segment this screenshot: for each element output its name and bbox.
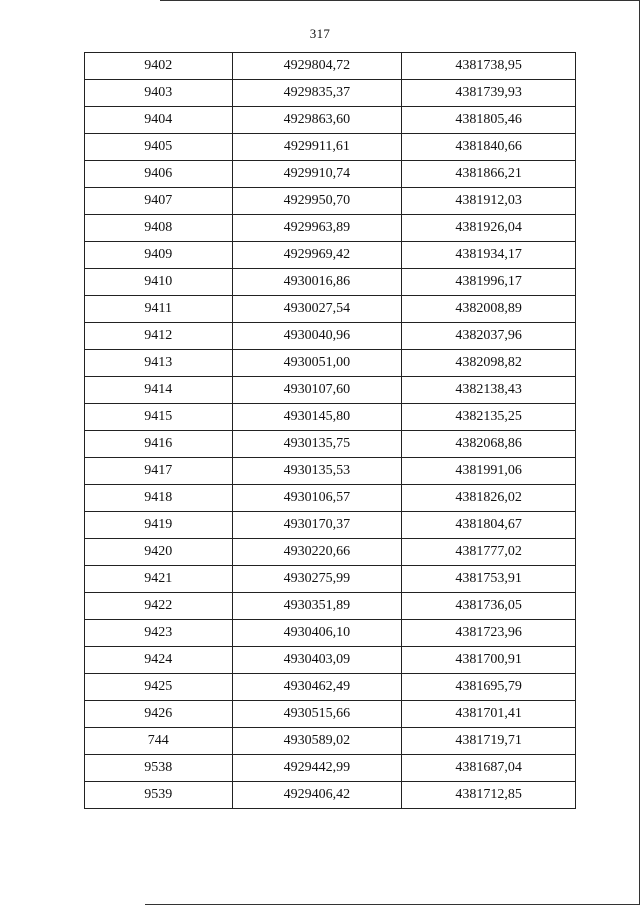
table-row bbox=[85, 782, 576, 809]
x-coordinate-cell: 4930135,53 bbox=[232, 458, 402, 485]
point-number-cell: 9412 bbox=[85, 323, 233, 350]
x-coordinate-cell: 4930515,66 bbox=[232, 701, 402, 728]
table-row bbox=[85, 755, 576, 782]
point-number-cell: 9414 bbox=[85, 377, 233, 404]
table-row bbox=[85, 539, 576, 566]
y-coordinate-cell: 4381777,02 bbox=[402, 539, 576, 566]
point-number-cell: 9416 bbox=[85, 431, 233, 458]
x-coordinate-cell: 4930027,54 bbox=[232, 296, 402, 323]
point-number-cell: 9420 bbox=[85, 539, 233, 566]
x-coordinate-cell: 4930462,49 bbox=[232, 674, 402, 701]
x-coordinate-cell: 4930351,89 bbox=[232, 593, 402, 620]
y-coordinate-cell: 4381826,02 bbox=[402, 485, 576, 512]
table-row bbox=[85, 53, 576, 80]
point-number-cell: 9405 bbox=[85, 134, 233, 161]
x-coordinate-cell: 4929950,70 bbox=[232, 188, 402, 215]
y-coordinate-cell: 4381736,05 bbox=[402, 593, 576, 620]
table-row bbox=[85, 458, 576, 485]
point-number-cell: 744 bbox=[85, 728, 233, 755]
point-number-cell: 9422 bbox=[85, 593, 233, 620]
x-coordinate-cell: 4930016,86 bbox=[232, 269, 402, 296]
x-coordinate-cell: 4929804,72 bbox=[232, 53, 402, 80]
table-row bbox=[85, 593, 576, 620]
x-coordinate-cell: 4930275,99 bbox=[232, 566, 402, 593]
table-row bbox=[85, 431, 576, 458]
table-row bbox=[85, 188, 576, 215]
y-coordinate-cell: 4381753,91 bbox=[402, 566, 576, 593]
scan-edge-top bbox=[160, 0, 640, 1]
point-number-cell: 9404 bbox=[85, 107, 233, 134]
y-coordinate-cell: 4382135,25 bbox=[402, 404, 576, 431]
point-number-cell: 9425 bbox=[85, 674, 233, 701]
point-number-cell: 9409 bbox=[85, 242, 233, 269]
table-row bbox=[85, 647, 576, 674]
table-row bbox=[85, 512, 576, 539]
x-coordinate-cell: 4930051,00 bbox=[232, 350, 402, 377]
table-row bbox=[85, 404, 576, 431]
table-row bbox=[85, 242, 576, 269]
point-number-cell: 9423 bbox=[85, 620, 233, 647]
table-row bbox=[85, 485, 576, 512]
x-coordinate-cell: 4929863,60 bbox=[232, 107, 402, 134]
point-number-cell: 9411 bbox=[85, 296, 233, 323]
y-coordinate-cell: 4381805,46 bbox=[402, 107, 576, 134]
y-coordinate-cell: 4381866,21 bbox=[402, 161, 576, 188]
x-coordinate-cell: 4929963,89 bbox=[232, 215, 402, 242]
table-row bbox=[85, 134, 576, 161]
y-coordinate-cell: 4381991,06 bbox=[402, 458, 576, 485]
y-coordinate-cell: 4381719,71 bbox=[402, 728, 576, 755]
table-row bbox=[85, 350, 576, 377]
x-coordinate-cell: 4929442,99 bbox=[232, 755, 402, 782]
x-coordinate-cell: 4929835,37 bbox=[232, 80, 402, 107]
x-coordinate-cell: 4930107,60 bbox=[232, 377, 402, 404]
y-coordinate-cell: 4381996,17 bbox=[402, 269, 576, 296]
x-coordinate-cell: 4930135,75 bbox=[232, 431, 402, 458]
x-coordinate-cell: 4929969,42 bbox=[232, 242, 402, 269]
point-number-cell: 9538 bbox=[85, 755, 233, 782]
table-row bbox=[85, 566, 576, 593]
point-number-cell: 9419 bbox=[85, 512, 233, 539]
point-number-cell: 9421 bbox=[85, 566, 233, 593]
y-coordinate-cell: 4382037,96 bbox=[402, 323, 576, 350]
table-row bbox=[85, 269, 576, 296]
table-row bbox=[85, 296, 576, 323]
point-number-cell: 9424 bbox=[85, 647, 233, 674]
y-coordinate-cell: 4381912,03 bbox=[402, 188, 576, 215]
x-coordinate-cell: 4930406,10 bbox=[232, 620, 402, 647]
y-coordinate-cell: 4381701,41 bbox=[402, 701, 576, 728]
table-row bbox=[85, 674, 576, 701]
point-number-cell: 9402 bbox=[85, 53, 233, 80]
x-coordinate-cell: 4930145,80 bbox=[232, 404, 402, 431]
point-number-cell: 9417 bbox=[85, 458, 233, 485]
y-coordinate-cell: 4381723,96 bbox=[402, 620, 576, 647]
table-row bbox=[85, 107, 576, 134]
x-coordinate-cell: 4929911,61 bbox=[232, 134, 402, 161]
point-number-cell: 9407 bbox=[85, 188, 233, 215]
y-coordinate-cell: 4381739,93 bbox=[402, 80, 576, 107]
table-row bbox=[85, 728, 576, 755]
y-coordinate-cell: 4382098,82 bbox=[402, 350, 576, 377]
point-number-cell: 9415 bbox=[85, 404, 233, 431]
y-coordinate-cell: 4381712,85 bbox=[402, 782, 576, 809]
y-coordinate-cell: 4381840,66 bbox=[402, 134, 576, 161]
y-coordinate-cell: 4381695,79 bbox=[402, 674, 576, 701]
y-coordinate-cell: 4382138,43 bbox=[402, 377, 576, 404]
x-coordinate-cell: 4929910,74 bbox=[232, 161, 402, 188]
y-coordinate-cell: 4382068,86 bbox=[402, 431, 576, 458]
table-row bbox=[85, 323, 576, 350]
y-coordinate-cell: 4382008,89 bbox=[402, 296, 576, 323]
table-row bbox=[85, 161, 576, 188]
table-row bbox=[85, 80, 576, 107]
point-number-cell: 9413 bbox=[85, 350, 233, 377]
table-row bbox=[85, 701, 576, 728]
point-number-cell: 9403 bbox=[85, 80, 233, 107]
point-number-cell: 9426 bbox=[85, 701, 233, 728]
page-number: 317 bbox=[309, 26, 331, 41]
table-row bbox=[85, 620, 576, 647]
coordinates-table-body bbox=[85, 53, 576, 809]
y-coordinate-cell: 4381934,17 bbox=[402, 242, 576, 269]
table-row bbox=[85, 215, 576, 242]
point-number-cell: 9418 bbox=[85, 485, 233, 512]
point-number-cell: 9406 bbox=[85, 161, 233, 188]
point-number-cell: 9410 bbox=[85, 269, 233, 296]
x-coordinate-cell: 4930040,96 bbox=[232, 323, 402, 350]
y-coordinate-cell: 4381700,91 bbox=[402, 647, 576, 674]
point-number-cell: 9539 bbox=[85, 782, 233, 809]
y-coordinate-cell: 4381926,04 bbox=[402, 215, 576, 242]
y-coordinate-cell: 4381804,67 bbox=[402, 512, 576, 539]
x-coordinate-cell: 4929406,42 bbox=[232, 782, 402, 809]
table-row bbox=[85, 377, 576, 404]
x-coordinate-cell: 4930589,02 bbox=[232, 728, 402, 755]
y-coordinate-cell: 4381687,04 bbox=[402, 755, 576, 782]
point-number-cell: 9408 bbox=[85, 215, 233, 242]
x-coordinate-cell: 4930403,09 bbox=[232, 647, 402, 674]
coordinates-table bbox=[84, 52, 576, 809]
x-coordinate-cell: 4930170,37 bbox=[232, 512, 402, 539]
x-coordinate-cell: 4930106,57 bbox=[232, 485, 402, 512]
x-coordinate-cell: 4930220,66 bbox=[232, 539, 402, 566]
y-coordinate-cell: 4381738,95 bbox=[402, 53, 576, 80]
